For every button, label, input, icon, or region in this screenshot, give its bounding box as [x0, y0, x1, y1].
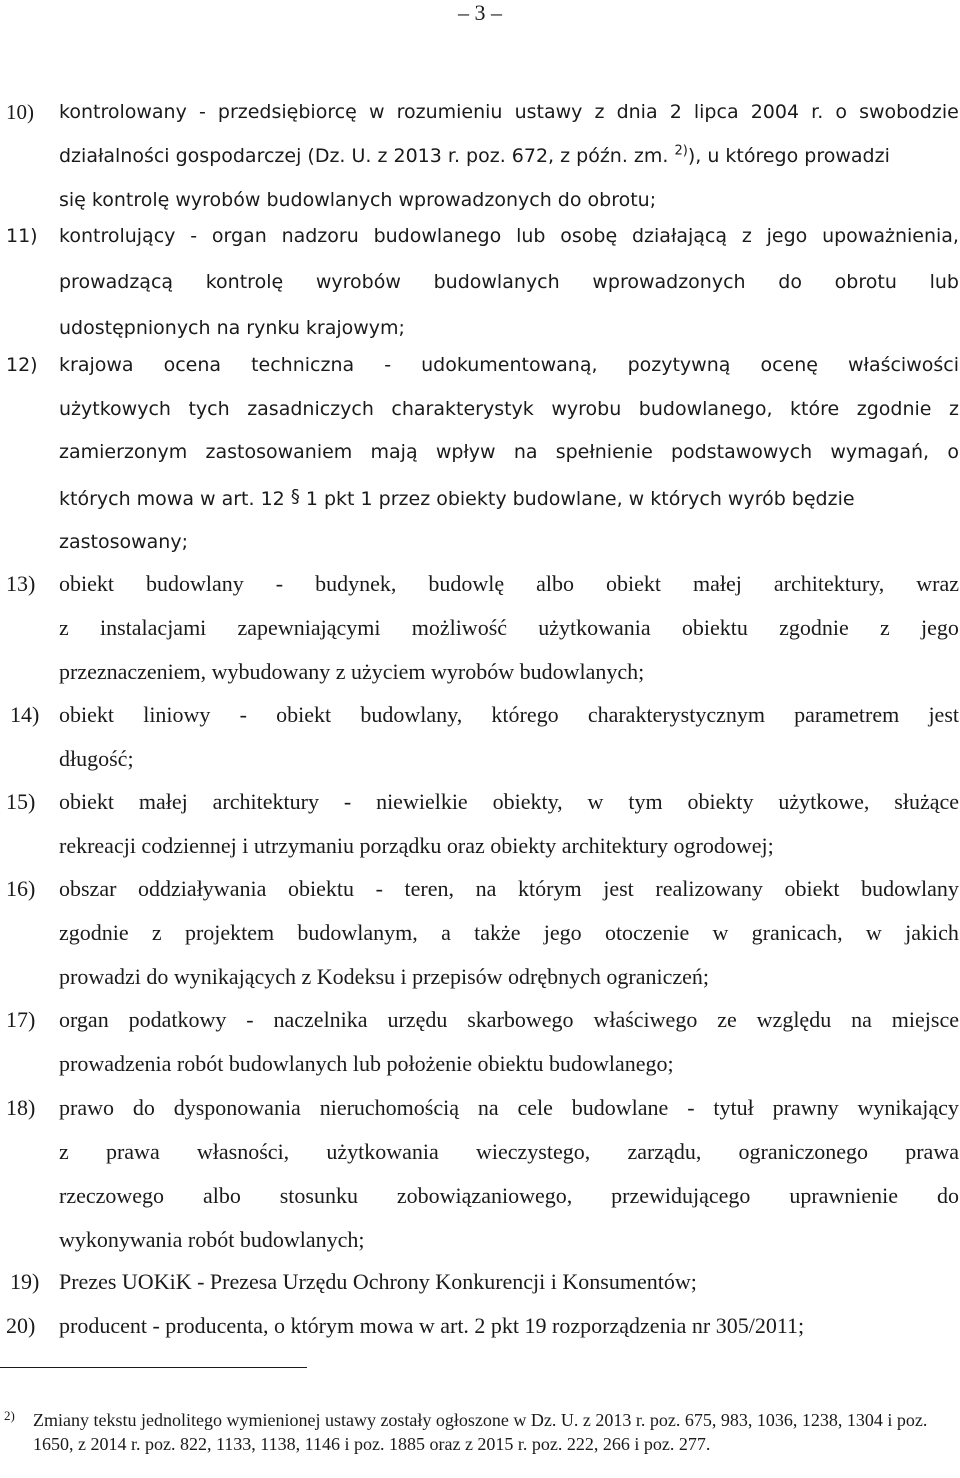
item-line	[59, 780, 959, 824]
footnote-ref: 2)	[674, 143, 688, 159]
word: użytkowych	[59, 397, 171, 420]
word: którym	[518, 876, 582, 901]
word: podatkowy	[128, 1007, 227, 1032]
word: właściwego	[593, 1007, 698, 1032]
word: wyrobu	[551, 397, 622, 420]
word: oddziaływania	[138, 876, 267, 901]
word: -	[190, 225, 198, 247]
item-number: 20)	[6, 1313, 36, 1338]
word: obiekt	[276, 702, 332, 727]
word: małej	[693, 571, 742, 596]
item-line: których mowa w art. 12 § 1 pkt 1 przez obiekty budowlane, w których wyrób będzie	[59, 485, 855, 510]
word: ustawy	[514, 101, 583, 123]
section-sign: §	[290, 485, 300, 507]
definition-item-17	[6, 998, 960, 1086]
item-line	[59, 90, 959, 134]
word: w	[712, 920, 729, 945]
item-line	[59, 911, 959, 955]
item-line	[59, 259, 959, 305]
word: użytkowania	[326, 1139, 439, 1164]
word: udokumentowaną,	[421, 354, 598, 376]
item-number: 16)	[6, 876, 36, 901]
word: -	[343, 789, 352, 814]
word: z	[949, 397, 959, 420]
word: kontrolę	[205, 271, 284, 293]
item-number: 11)	[6, 225, 38, 247]
word: a	[441, 920, 451, 945]
definition-item-13	[6, 562, 960, 694]
word: skarbowego	[467, 1007, 574, 1032]
definition-item-19	[10, 1260, 960, 1304]
word: budowlany	[146, 571, 244, 596]
word: architektury,	[773, 571, 885, 596]
footnote-mark: 2)	[4, 1408, 15, 1423]
word: obiekt	[784, 876, 840, 901]
word: obszar	[59, 876, 117, 901]
word: lub	[516, 225, 546, 247]
word: rozumieniu	[396, 101, 503, 123]
word: niewielkie	[376, 789, 468, 814]
word: małej	[138, 789, 188, 814]
word: o	[835, 101, 847, 123]
word: z	[151, 920, 162, 945]
word: instalacjami	[100, 615, 207, 640]
item-line: prowadzi do wynikających z Kodeksu i przepisów odrębnych ograniczeń;	[59, 964, 709, 989]
definition-item-16	[6, 867, 960, 999]
definition-item-10	[6, 90, 960, 222]
word: obiekty,	[492, 789, 563, 814]
word: osobę	[560, 225, 618, 247]
word: wpływ	[435, 441, 496, 463]
word: zamierzonym	[59, 441, 188, 463]
item-line	[59, 344, 959, 388]
word: wymagań,	[830, 441, 930, 463]
word: z	[59, 1139, 69, 1164]
word: jego	[766, 225, 808, 247]
word: lub	[929, 271, 959, 293]
item-number: 19)	[10, 1269, 40, 1294]
word: prowadzącą	[59, 271, 174, 293]
word: wieczystego,	[476, 1139, 591, 1164]
word: możliwość	[411, 615, 508, 640]
word: -	[198, 101, 206, 123]
word: obiektu	[681, 615, 748, 640]
word: prawo	[59, 1095, 114, 1120]
word: projektem	[184, 920, 275, 945]
footnote-text: Zmiany tekstu jednolitego wymienionej ustawy zostały ogłoszone w Dz. U. z 2013 r. poz. 675, 983, 1036, 1238, 1304 i poz. 1650, z 2014 r. poz. 822, 1133, 1138, 1146 i poz. 1885 oraz z 2015 r. poz. 222, 266 i poz. 277.	[33, 1410, 928, 1454]
word: zgodnie	[856, 397, 932, 420]
word: jego	[921, 615, 959, 640]
word: służące	[894, 789, 959, 814]
word: organ	[211, 225, 267, 247]
word: w	[587, 789, 604, 814]
word: zapewniającymi	[237, 615, 381, 640]
word: z	[594, 101, 605, 123]
footnote	[0, 1408, 960, 1456]
item-line: udostępnionych na rynku krajowym;	[59, 317, 405, 339]
word: własności,	[196, 1139, 290, 1164]
word: tym	[628, 789, 663, 814]
word: upoważnienia,	[822, 225, 959, 247]
word: ocena	[163, 354, 222, 376]
word: 2	[669, 101, 682, 123]
word: budowlany,	[360, 702, 463, 727]
word: z	[741, 225, 752, 247]
word: obiektu	[287, 876, 354, 901]
word: na	[513, 441, 538, 463]
word: jego	[543, 920, 582, 945]
word: teren,	[404, 876, 455, 901]
word: otoczenie	[604, 920, 690, 945]
word: mają	[370, 441, 418, 463]
word: do	[132, 1095, 155, 1120]
word: właściwości	[848, 354, 959, 376]
word: realizowany	[655, 876, 763, 901]
definition-item-11	[6, 213, 960, 351]
word: obiekt	[59, 789, 114, 814]
word: obiekt	[606, 571, 662, 596]
word: -	[687, 1095, 695, 1120]
word: budowlane	[571, 1095, 669, 1120]
word: wyrobów	[315, 271, 401, 293]
word: budowlany	[861, 876, 959, 901]
item-line	[59, 1130, 959, 1174]
word: albo	[536, 571, 575, 596]
word: wraz	[916, 571, 959, 596]
word: budynek,	[315, 571, 397, 596]
word: -	[246, 1007, 254, 1032]
word: prawa	[105, 1139, 160, 1164]
word: które	[790, 397, 840, 420]
word: przewidującego	[611, 1183, 751, 1208]
word: urzędu	[387, 1007, 448, 1032]
word: wynikający	[857, 1095, 959, 1120]
word: także	[474, 920, 521, 945]
word: ograniczonego	[738, 1139, 869, 1164]
word: nieruchomością	[319, 1095, 459, 1120]
word: lipca	[693, 101, 739, 123]
word: budowlę	[428, 571, 505, 596]
word: zasadniczych	[247, 397, 374, 420]
definition-item-15	[6, 780, 960, 868]
word: rzeczowego	[59, 1183, 165, 1208]
word: kontrolujący	[59, 225, 176, 247]
word: -	[384, 354, 392, 376]
footnote-separator	[0, 1367, 307, 1368]
word: cele	[517, 1095, 553, 1120]
word: pozytywną	[627, 354, 731, 376]
word: swobodzie	[859, 101, 959, 123]
word: wprowadzonych	[592, 271, 746, 293]
word: charakterystycznym	[587, 702, 765, 727]
word: kontrolowany	[59, 101, 187, 123]
word: obrotu	[834, 271, 897, 293]
item-line	[59, 213, 959, 259]
word: naczelnika	[273, 1007, 368, 1032]
word: obiekt	[59, 702, 114, 727]
word: z	[59, 615, 69, 640]
word: stosunku	[279, 1183, 358, 1208]
word: podstawowych	[670, 441, 813, 463]
word: względu	[756, 1007, 832, 1032]
word: architektury	[212, 789, 319, 814]
item-line: rekreacji codziennej i utrzymaniu porządku oraz obiekty architektury ogrodowej;	[59, 833, 774, 858]
word: na	[475, 876, 497, 901]
definition-item-20	[6, 1304, 960, 1348]
word: budowlanym,	[297, 920, 418, 945]
word: do	[936, 1183, 959, 1208]
item-line: zastosowany;	[59, 531, 188, 553]
word: 2004	[750, 101, 800, 123]
item-number: 17)	[6, 1007, 36, 1032]
word: albo	[202, 1183, 241, 1208]
word: dnia	[616, 101, 658, 123]
definition-item-12	[6, 344, 960, 565]
word: jakich	[905, 920, 959, 945]
item-number: 15)	[6, 789, 36, 814]
item-line: przeznaczeniem, wybudowany z użyciem wyrobów budowlanych;	[59, 659, 645, 684]
word: -	[275, 571, 284, 596]
word: zarządu,	[627, 1139, 702, 1164]
word: z	[880, 615, 890, 640]
item-number: 12)	[6, 354, 38, 376]
word: w	[368, 101, 385, 123]
item-number: 18)	[6, 1095, 36, 1120]
word: charakterystyk	[391, 397, 534, 420]
word: spełnienie	[555, 441, 653, 463]
item-number: 13)	[6, 571, 36, 596]
word: techniczna	[251, 354, 355, 376]
word: użytkowe,	[778, 789, 870, 814]
word: budowlanego,	[638, 397, 773, 420]
item-line: się kontrolę wyrobów budowlanych wprowadzonych do obrotu;	[59, 189, 657, 211]
item-line	[59, 998, 959, 1042]
word: przedsiębiorcę	[217, 101, 357, 123]
word: krajowa	[59, 354, 134, 376]
item-line	[59, 431, 959, 475]
item-line: prowadzenia robót budowlanych lub położenie obiektu budowlanego;	[59, 1051, 674, 1076]
word: obiekt	[59, 571, 114, 596]
word: uprawnienie	[789, 1183, 899, 1208]
item-line	[59, 693, 959, 737]
word: nadzoru	[281, 225, 359, 247]
word: zgodnie	[779, 615, 849, 640]
word: jest	[603, 876, 634, 901]
word: działającą	[631, 225, 727, 247]
word: organ	[59, 1007, 109, 1032]
definition-item-18	[6, 1086, 960, 1262]
word: zgodnie	[59, 920, 129, 945]
word: tych	[188, 397, 230, 420]
item-line	[59, 1086, 959, 1130]
word: miejsce	[891, 1007, 959, 1032]
word: ocenę	[760, 354, 818, 376]
item-line: producent - producenta, o którym mowa w art. 2 pkt 19 rozporządzenia nr 305/2011;	[59, 1313, 805, 1338]
word: budowlanego	[373, 225, 502, 247]
item-line	[59, 388, 959, 432]
word: którego	[491, 702, 559, 727]
word: parametrem	[794, 702, 900, 727]
word: jest	[928, 702, 959, 727]
word: tytuł	[713, 1095, 754, 1120]
item-line: działalności gospodarczej (Dz. U. z 2013 r. poz. 672, z późn. zm. $^{2)}$), u którego prowadzi	[59, 143, 890, 167]
item-line	[59, 606, 959, 650]
word: zobowiązaniowego,	[396, 1183, 573, 1208]
word: ze	[717, 1007, 737, 1032]
word: granicach,	[751, 920, 843, 945]
item-line	[59, 867, 959, 911]
item-line: Prezes UOKiK - Prezesa Urzędu Ochrony Konkurencji i Konsumentów;	[59, 1269, 697, 1294]
word: prawa	[905, 1139, 959, 1164]
word: dysponowania	[173, 1095, 301, 1120]
word: w	[865, 920, 882, 945]
word: prawny	[772, 1095, 839, 1120]
item-line: wykonywania robót budowlanych;	[59, 1227, 365, 1252]
item-number: 14)	[10, 702, 40, 727]
page-number: – 3 –	[458, 0, 502, 25]
word: o	[947, 441, 959, 463]
word: do	[778, 271, 802, 293]
word: liniowy	[143, 702, 211, 727]
word: użytkowania	[538, 615, 651, 640]
word: na	[851, 1007, 872, 1032]
word: -	[239, 702, 247, 727]
word: zastosowaniem	[205, 441, 353, 463]
item-line	[59, 562, 959, 606]
word: obiekty	[687, 789, 754, 814]
item-line	[59, 1174, 959, 1218]
word: budowlanych	[433, 271, 560, 293]
item-number: 10)	[6, 100, 34, 124]
definition-item-14	[10, 693, 960, 781]
item-line: długość;	[59, 746, 134, 771]
word: r.	[811, 101, 824, 123]
word: na	[477, 1095, 499, 1120]
word: -	[375, 876, 383, 901]
